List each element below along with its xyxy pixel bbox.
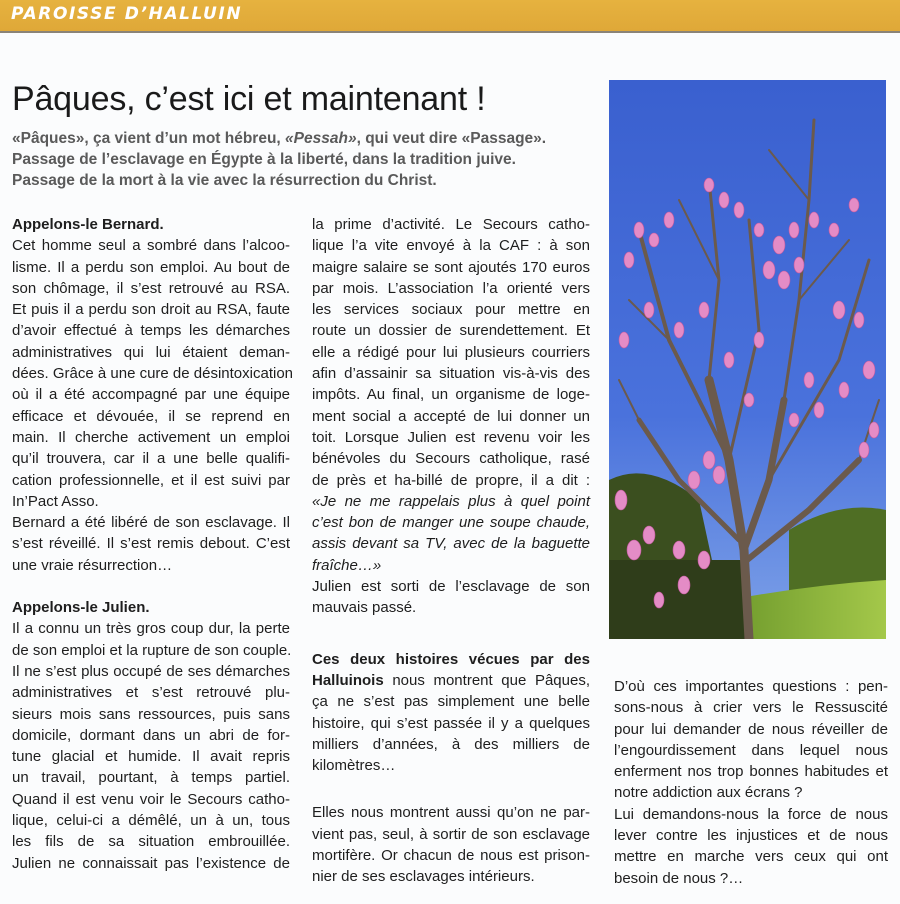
- column-2: [312, 214, 590, 888]
- synthesis-paragraph-2: Elles nous montrent aussi qu’on ne par- vient pas, seul, à sortir de son esclavage mortifère. Or chacun de nous est prison- nier de ses esclavages intérieurs.: [312, 804, 590, 886]
- questions-paragraph: D’où ces importantes questions : pen- sons-nous à crier vers le Ressuscité pour lui demander de nous réveiller de l’engourdissement dans lequel nous enferment nos trop bonnes habitudes et notre addiction aux écrans ? Lui demandons-nous la force de nous lever contre les injustices et de nous mettre en marche vers ceux qui ont besoin de nous ?…: [614, 678, 888, 887]
- intro-line-2: Passage de l’esclavage en Égypte à la liberté, dans la tradition juive.: [12, 151, 516, 168]
- section-header-bar: [0, 0, 900, 33]
- column-1: [12, 214, 294, 874]
- section-title: PAROISSE D’HALLUIN: [11, 4, 243, 24]
- magnolia-photo: [609, 80, 886, 639]
- julien-paragraph-part1: Il a connu un très gros coup dur, la perte de son emploi et la rupture de son couple. Il ne s’est plus occupé de ses démarches administratives et s’est retrouvé plu- sieurs mois sans ressources, puis sans domicile, dormant dans un abri de for- tune glacial et humide. Il avait repris un travail, pourtant, à temps partiel. Quand il est venu voir le Secours catho- lique, celui-ci a démêlé, un à un, tous les fils de sa situation embrouillée. Julien ne connaissait pas l’existence de: [12, 620, 292, 872]
- bernard-heading: Appelons-le Bernard.: [12, 216, 164, 233]
- julien-paragraph-part2: la prime d’activité. Le Secours catho- lique l’a vite envoyé à la CAF : à son maigre salaire se sont ajoutés 170 euros par mois. L’association l’a orienté vers les services sociaux pour mettre en route un dossier de surendettement. Et elle a rédigé pour lui plusieurs courriers afin d’assainir sa situation vis-à-vis des impôts. Au final, un organisme de loge- ment social a accepté de lui donner un toit. Lorsque Julien est revenu voir les bénévoles du Secours catholique, rasé de près et ha-billé de propre, il a dit :: [312, 216, 590, 489]
- magnolia-tree-image: [609, 80, 886, 639]
- julien-conclusion: Julien est sorti de l’esclavage de son mauvais passé.: [312, 578, 590, 617]
- intro-line-3: Passage de la mort à la vie avec la résurrection du Christ.: [12, 172, 437, 189]
- synthesis-paragraph: Ces deux histoires vécues par des Halluinois nous montrent que Pâques, ça ne s’est pas simplement une belle histoire, qui s’est passée il y a quelques milliers d’années, à des milliers de kilomètres…: [312, 650, 590, 775]
- article-intro: [12, 128, 602, 191]
- bernard-conclusion: Bernard a été libéré de son esclavage. Il s’est réveillé. Il s’est remis debout. C’est une vraie résurrection…: [12, 514, 290, 574]
- halluinois-bold: Halluinois: [312, 671, 384, 689]
- julien-heading: Appelons-le Julien.: [12, 599, 150, 617]
- column-3: [614, 676, 888, 889]
- article-title: Pâques, c’est ici et maintenant !: [12, 80, 486, 118]
- julien-quote: «Je ne me rappelais plus à quel point c’est bon de manger une soupe chaude, assis devant sa TV, avec de la baguette fraîche…»: [312, 492, 590, 574]
- bernard-paragraph: Cet homme seul a sombré dans l’alcoo- lisme. Il a perdu son emploi. Au bout de son chômage, il s’est retrouvé au RSA. Et puis il a perdu son droit au RSA, faute d’avoir effectué à temps les démarches administratives qui lui étaient deman- dées. Grâce à une cure de désintoxication où il a été accompagné par une équipe efficace et dévouée, il se reprend en main. Il cherche activement un emploi qu’il trouvera, car il a une belle qualifi- cation professionnelle, et il est suivi par In’Pact Asso.: [12, 237, 294, 510]
- intro-line-1: «Pâques», ça vient d’un mot hébreu, «Pessah», qui veut dire «Passage».: [12, 130, 547, 147]
